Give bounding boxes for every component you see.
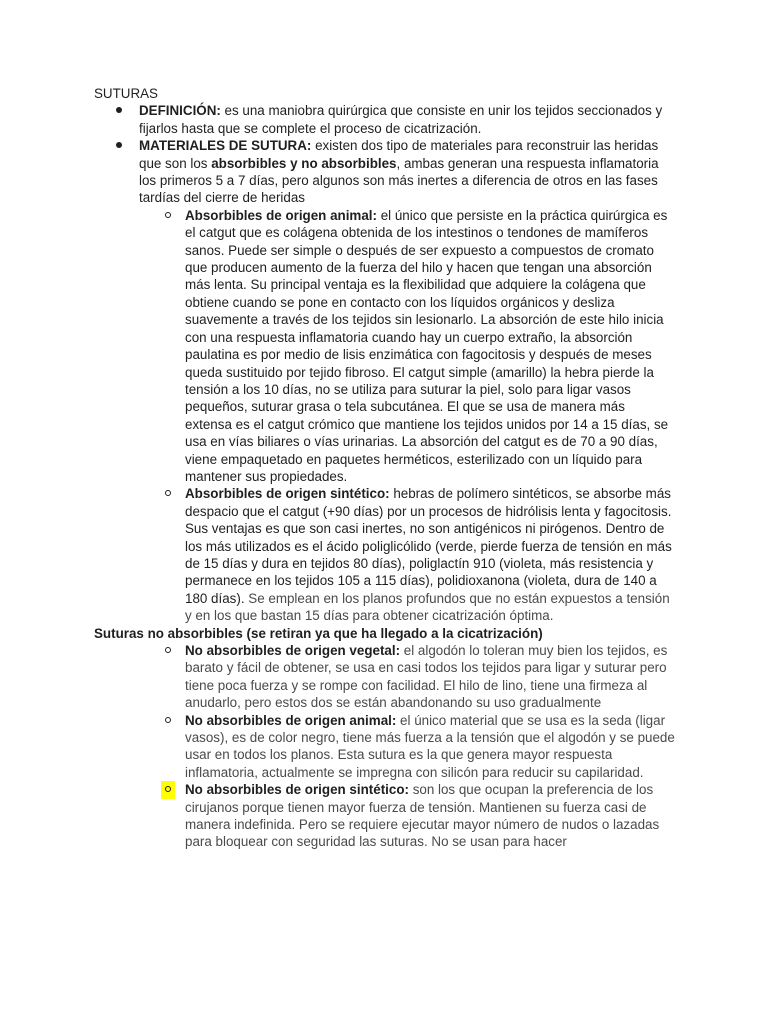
subitem-label: No absorbibles de origen sintético: (185, 782, 409, 798)
item-text: es una maniobra quirúrgica que consiste en unir los tejidos seccionados y fijarlos hasta que se complete el proceso de cicatrización. (139, 103, 663, 136)
subitem-label: Absorbibles de origen sintético: (185, 486, 390, 502)
bullet-circle-icon (161, 712, 175, 729)
bullet-circle-icon (161, 642, 175, 659)
sublist-item-absorbible-sintetico (185, 485, 675, 624)
sublist-item-no-absorbible-sintetico (185, 781, 675, 851)
subitem-label: Absorbibles de origen animal: (185, 207, 377, 223)
item-label: DEFINICIÓN: (139, 103, 221, 119)
item-bold-text: absorbibles y no absorbibles (211, 155, 397, 171)
sublist-item-absorbible-animal (185, 207, 675, 486)
subitem-text: hebras de polímero sintéticos, se absorbe más despacio que el catgut (+90 días) por un procesos de hidrólisis lenta y fagocitosis. Sus ventajas es que son casi inertes, no son antigénicos ni pirógenos. Dentro de los más utilizados es el ácido poliglicólido (verde, pierde fuerza de tensión en más de 15 días y dura en tejidos 80 días), poliglactín 910 (violeta, más resistencia y permanece en los tejidos 105 a 115 días), polidioxanona (violeta, dura de 140 a 180 días). (185, 486, 672, 606)
item-text: existen dos tipo de materiales para reconstruir las heridas que son los (139, 138, 659, 171)
document-page (0, 85, 768, 851)
subitem-gray-text: Se emplean en los planos profundos que no están expuestos a tensión y en los que bastan 15 días para obtener cicatrización óptima. (185, 590, 670, 624)
bullet-circle-icon (161, 207, 175, 224)
bullet-disc-icon (113, 102, 125, 119)
sublist-item-no-absorbible-animal (185, 712, 675, 782)
subitem-text: el único material que se usa es la seda (ligar vasos), es de color negro, tiene más fuerza a la tensión que el algodón y se puede usar en todos los planos. Esta sutura es la que genera mayor respuesta inflamatoria, actualmente se impregna con silicón para reducir su capilaridad. (185, 712, 675, 780)
list-item-definicion (139, 102, 667, 137)
subitem-text: son los que ocupan la preferencia de los cirujanos porque tienen mayor fuerza de tensión. Mantienen su fuerza casi de manera indefinida. Pero se requiere ejecutar mayor número de nudos o lazadas para bloquear con seguridad las suturas. No se usan para hacer (185, 782, 660, 850)
section-heading-no-absorbibles: Suturas no absorbibles (se retiran ya que ha llegado a la cicatrización) (94, 625, 543, 641)
sublist-item-no-absorbible-vegetal (185, 642, 675, 712)
bullet-circle-highlighted-icon (161, 781, 175, 798)
item-text: , ambas generan una respuesta inflamatoria los primeros 5 a 7 días, pero algunos son más inertes a diferencia de otros en las fases tardías del cierre de heridas (139, 155, 659, 206)
subitem-label: No absorbibles de origen vegetal: (185, 643, 401, 658)
item-label: MATERIALES DE SUTURA: (139, 138, 312, 154)
subitem-text: el único que persiste en la práctica quirúrgica es el catgut que es colágena obtenida de los intestinos o tendones de mamíferos sanos. Puede ser simple o después de ser expuesto a compuestos de cromato que producen aumento de la fuerza del hilo y hacen que tengan una absorción más lenta. Su principal ventaja es la flexibilidad que adquiere la colágena que obtiene cuando se pone en contacto con los líquidos orgánicos y desliza suavemente a través de los tejidos sin lesionarlo. La absorción de este hilo inicia con una respuesta inflamatoria cuando hay un cuerpo extraño, la absorción paulatina es por medio de lisis enzimática con fagocitosis y después de meses queda sustituido por tejido fibroso. El catgut simple (amarillo) la hebra pierde la tensión a los 10 días, no se utiliza para suturar la piel, solo para ligar vasos pequeños, suturar grasa o tela subcutánea. El que se usa de manera más extensa es el catgut crómico que mantiene los tejidos unidos por 14 a 15 días, se usa en vías biliares o vías urinarias. La absorción del catgut es de 70 a 90 días, viene empaquetado en paquetes herméticos, esterilizado con un líquido para mantener sus propiedades. (185, 207, 669, 484)
document-title: SUTURAS (94, 86, 158, 101)
list-item-materiales (139, 137, 667, 207)
subitem-label: No absorbibles de origen animal: (185, 712, 397, 728)
bullet-disc-icon (113, 137, 125, 154)
bullet-circle-icon (161, 485, 175, 502)
subitem-text: el algodón lo toleran muy bien los tejidos, es barato y fácil de obtener, se usa en casi todos los tejidos para ligar y suturar pero tiene poca fuerza y se rompe con facilidad. El hilo de lino, tiene una firmeza al anudarlo, pero estos dos se están abandonando su uso gradualmente (185, 643, 668, 711)
